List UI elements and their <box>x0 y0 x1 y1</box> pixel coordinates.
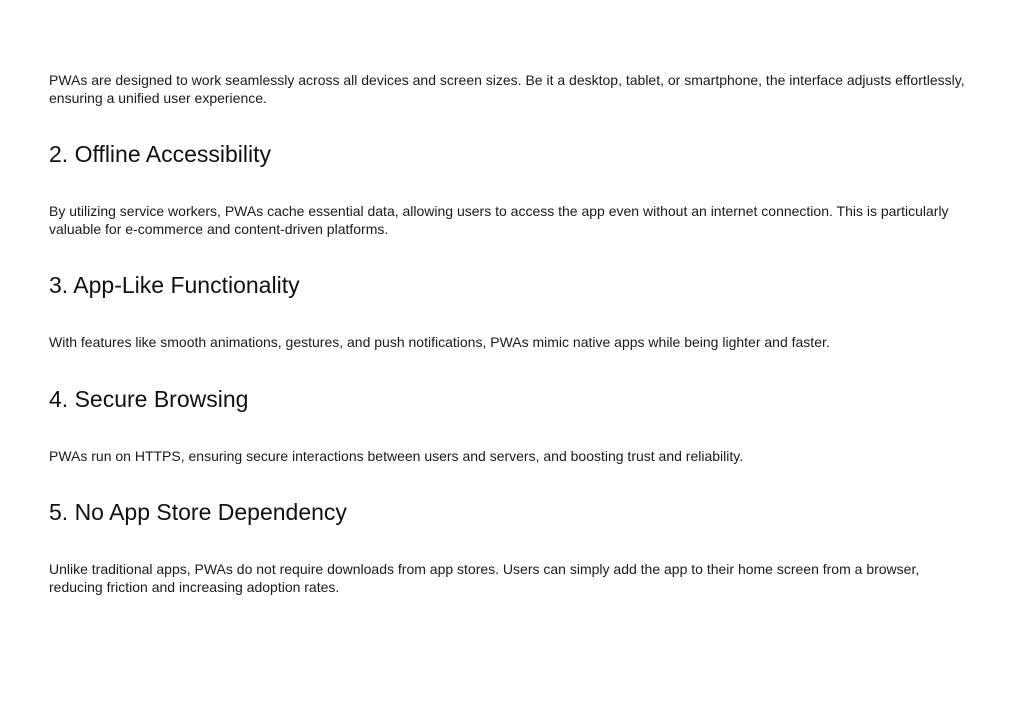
section-heading-secure-browsing: 4. Secure Browsing <box>49 385 249 412</box>
spacer <box>49 352 969 384</box>
spacer <box>49 238 969 270</box>
spacer <box>49 300 969 334</box>
section-body-secure-browsing: PWAs run on HTTPS, ensuring secure interactions between users and servers, and boosting trust and reliability. <box>49 447 744 464</box>
spacer <box>49 169 969 203</box>
section-heading-app-like-functionality: 3. App-Like Functionality <box>49 272 300 298</box>
article-content <box>49 72 969 596</box>
spacer <box>49 527 969 561</box>
section-body-offline-accessibility: By utilizing service workers, PWAs cache essential data, allowing users to access the app even without an internet connection. This is particularly valuable for e-commerce and content-driven platforms. <box>49 203 949 237</box>
section-body-app-like-functionality: With features like smooth animations, gestures, and push notifications, PWAs mimic native apps while being lighter and faster. <box>49 334 830 350</box>
section-body-no-app-store-dependency: Unlike traditional apps, PWAs do not require downloads from app stores. Users can simply add the app to their home screen from a browser, reducing friction and increasing adoption rates. <box>49 561 920 595</box>
intro-paragraph: PWAs are designed to work seamlessly across all devices and screen sizes. Be it a desktop, tablet, or smartphone, the interface adjusts effortlessly, ensuring a unified user experience. <box>49 72 965 106</box>
section-heading-no-app-store-dependency: 5. No App Store Dependency <box>49 499 347 525</box>
spacer <box>49 465 969 497</box>
spacer <box>49 107 969 139</box>
spacer <box>49 414 969 448</box>
section-heading-offline-accessibility: 2. Offline Accessibility <box>49 141 272 167</box>
